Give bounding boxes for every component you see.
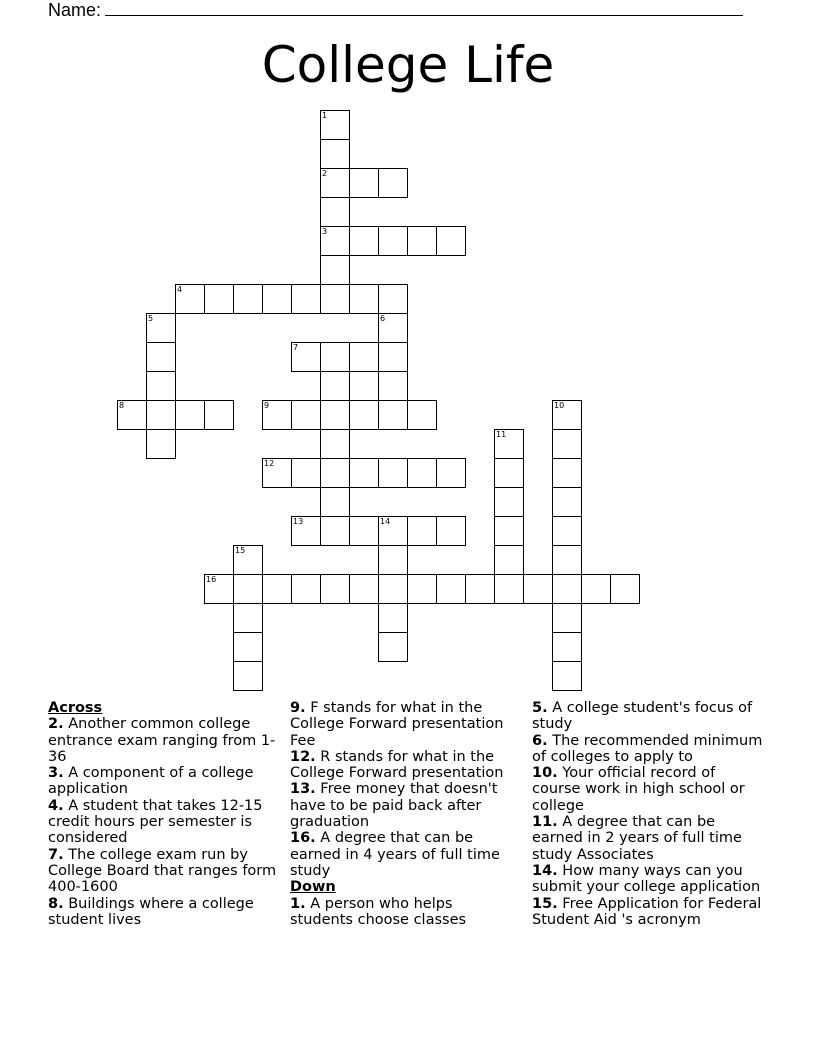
grid-cell[interactable]	[436, 226, 466, 256]
clue-number: 3	[322, 227, 328, 236]
grid-cell[interactable]	[175, 284, 205, 314]
grid-cell[interactable]	[233, 545, 263, 575]
across-clue-16: 16. A degree that can be earned in 4 years of full time study	[290, 830, 500, 879]
down-clue-5: 5. A college student's focus of study	[532, 700, 753, 733]
down-clue-14: 14. How many ways can you submit your college application	[532, 862, 761, 896]
down-clue-10: 10. Your official record of course work in high school or college	[532, 765, 745, 814]
grid-cell[interactable]	[494, 458, 524, 488]
grid-cell[interactable]	[291, 574, 321, 604]
clue-number: 2	[322, 169, 328, 178]
grid-cell[interactable]	[494, 545, 524, 575]
clue-number: 1	[322, 111, 328, 120]
grid-cell[interactable]	[233, 632, 263, 662]
grid-cell[interactable]	[407, 226, 437, 256]
grid-cell[interactable]	[407, 574, 437, 604]
grid-cell[interactable]	[320, 342, 350, 372]
grid-cell[interactable]	[291, 284, 321, 314]
across-clue-9: 9. F stands for what in the College Forward presentation Fee	[290, 700, 504, 749]
down-header: Down	[290, 879, 336, 896]
grid-cell[interactable]	[175, 400, 205, 430]
grid-cell[interactable]	[378, 632, 408, 662]
grid-cell[interactable]	[320, 487, 350, 517]
grid-cell[interactable]	[552, 400, 582, 430]
grid-cell[interactable]	[436, 516, 466, 546]
name-label: Name:	[48, 0, 102, 20]
grid-cell[interactable]	[494, 574, 524, 604]
clue-number: 9	[264, 401, 270, 410]
grid-cell[interactable]	[494, 487, 524, 517]
grid-cell[interactable]	[262, 284, 292, 314]
grid-cell[interactable]	[204, 574, 234, 604]
grid-cell[interactable]	[552, 661, 582, 691]
clue-number: 15	[235, 546, 246, 555]
grid-cell[interactable]	[146, 313, 176, 343]
grid-cell[interactable]	[146, 400, 176, 430]
down-clue-6: 6. The recommended minimum of colleges to apply to	[532, 732, 763, 765]
grid-cell[interactable]	[552, 603, 582, 633]
clue-number: 5	[148, 314, 154, 323]
clue-number: 7	[293, 343, 299, 352]
grid-cell[interactable]	[320, 516, 350, 546]
grid-cell[interactable]	[610, 574, 640, 604]
grid-cell[interactable]	[552, 458, 582, 488]
grid-cell[interactable]	[262, 400, 292, 430]
grid-cell[interactable]	[320, 226, 350, 256]
grid-cell[interactable]	[349, 574, 379, 604]
clue-number: 13	[293, 517, 304, 526]
grid-cell[interactable]	[320, 371, 350, 401]
grid-cell[interactable]	[378, 545, 408, 575]
page-title: College Life	[261, 36, 555, 94]
grid-cell[interactable]	[581, 574, 611, 604]
grid-cell[interactable]	[436, 574, 466, 604]
grid-cell[interactable]	[117, 400, 147, 430]
clue-column-2	[290, 700, 518, 928]
grid-cell[interactable]	[146, 429, 176, 459]
grid-cell[interactable]	[465, 574, 495, 604]
grid-cell[interactable]	[204, 400, 234, 430]
grid-cell[interactable]	[523, 574, 553, 604]
grid-cell[interactable]	[349, 458, 379, 488]
grid-cell[interactable]	[407, 400, 437, 430]
grid-cell[interactable]	[291, 342, 321, 372]
grid-cell[interactable]	[436, 458, 466, 488]
clue-number: 11	[496, 430, 507, 439]
grid-cell[interactable]	[320, 574, 350, 604]
clue-number: 8	[119, 401, 125, 410]
grid-cell[interactable]	[378, 458, 408, 488]
grid-cell[interactable]	[146, 342, 176, 372]
grid-cell[interactable]	[378, 226, 408, 256]
grid-cell[interactable]	[320, 458, 350, 488]
grid-cell[interactable]	[552, 545, 582, 575]
grid-cell[interactable]	[291, 516, 321, 546]
grid-cell[interactable]	[291, 400, 321, 430]
across-clue-8: 8. Buildings where a college student lives	[48, 895, 254, 928]
grid-cell[interactable]	[378, 313, 408, 343]
grid-cell[interactable]	[349, 226, 379, 256]
grid-cell[interactable]	[233, 661, 263, 691]
grid-cell[interactable]	[233, 603, 263, 633]
grid-cell[interactable]	[146, 371, 176, 401]
clue-number: 16	[206, 575, 217, 584]
grid-cell[interactable]	[552, 574, 582, 604]
grid-cell[interactable]	[378, 516, 408, 546]
grid-cell[interactable]	[349, 342, 379, 372]
clue-number: 4	[177, 285, 183, 294]
grid-cell[interactable]	[494, 516, 524, 546]
grid-cell[interactable]	[552, 632, 582, 662]
grid-cell[interactable]	[552, 516, 582, 546]
grid-cell[interactable]	[349, 400, 379, 430]
grid-cell[interactable]	[378, 342, 408, 372]
down-clue-15: 15. Free Application for Federal Student Aid 's acronym	[532, 895, 762, 928]
grid-cell[interactable]	[552, 429, 582, 459]
across-clue-13: 13. Free money that doesn't have to be paid back after graduation	[290, 781, 498, 831]
grid-cell[interactable]	[291, 458, 321, 488]
grid-cell[interactable]	[349, 516, 379, 546]
grid-cell[interactable]	[494, 429, 524, 459]
grid-cell[interactable]	[378, 603, 408, 633]
grid-cell[interactable]	[320, 197, 350, 227]
grid-cell[interactable]	[407, 458, 437, 488]
clue-column-3	[532, 700, 768, 928]
across-clue-7: 7. The college exam run by College Board that ranges form 400-1600	[48, 846, 277, 896]
grid-cell[interactable]	[204, 284, 234, 314]
clue-number: 12	[264, 459, 275, 468]
clue-number: 14	[380, 517, 391, 526]
grid-cell[interactable]	[378, 574, 408, 604]
grid-cell[interactable]	[320, 400, 350, 430]
clue-number: 6	[380, 314, 386, 323]
grid-cell[interactable]	[320, 255, 350, 285]
grid-cell[interactable]	[378, 284, 408, 314]
grid-cell[interactable]	[378, 168, 408, 198]
grid-cell[interactable]	[262, 574, 292, 604]
clue-number: 10	[554, 401, 565, 410]
grid-cell[interactable]	[378, 400, 408, 430]
down-clue-1: 1. A person who helps students choose classes	[290, 895, 467, 928]
down-clue-11: 11. A degree that can be earned in 2 years of full time study Associates	[532, 814, 742, 863]
grid-cell[interactable]	[552, 487, 582, 517]
grid-cell[interactable]	[262, 458, 292, 488]
grid-cell[interactable]	[320, 139, 350, 169]
across-clue-3: 3. A component of a college application	[48, 765, 254, 798]
grid-cell[interactable]	[320, 110, 350, 140]
across-clue-4: 4. A student that takes 12-15 credit hours per semester is considered	[48, 797, 263, 847]
grid-cell[interactable]	[320, 429, 350, 459]
grid-cell[interactable]	[349, 284, 379, 314]
grid-cell[interactable]	[233, 284, 263, 314]
grid-cell[interactable]	[233, 574, 263, 604]
across-clue-2: 2. Another common college entrance exam ranging from 1-36	[48, 716, 276, 765]
grid-cell[interactable]	[378, 371, 408, 401]
clue-column-1	[48, 700, 280, 928]
across-clue-12: 12. R stands for what in the College Forward presentation	[290, 748, 504, 782]
grid-cell[interactable]	[349, 168, 379, 198]
grid-cell[interactable]	[320, 168, 350, 198]
grid-cell[interactable]	[407, 516, 437, 546]
across-header: Across	[48, 700, 103, 716]
grid-cell[interactable]	[320, 284, 350, 314]
